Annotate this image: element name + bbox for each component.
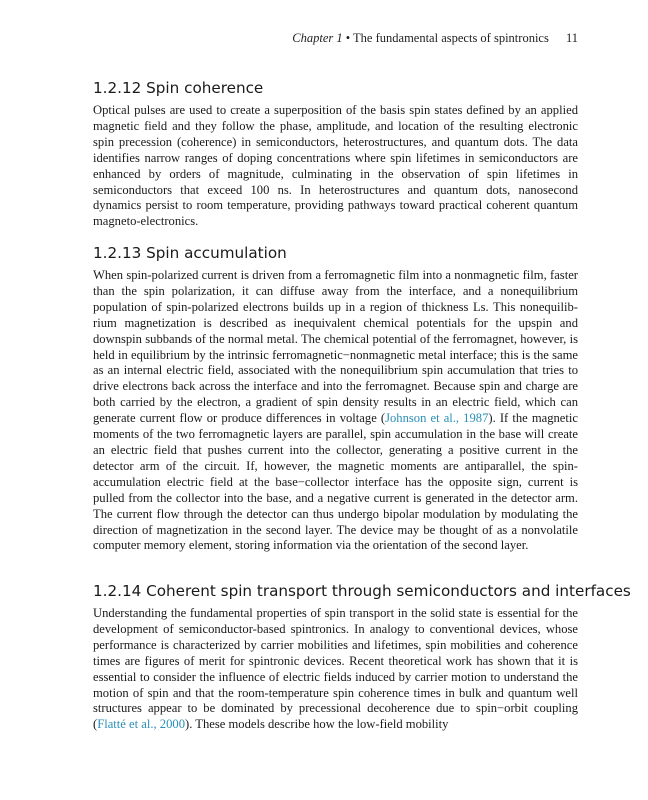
paragraph-text-part: ). These models describe how the low-field mobility — [185, 717, 449, 732]
paragraph-text-part: When spin-polarized current is driven from a ferromagnetic film into a nonmagnetic film, faster than the spin polarization, it can diffuse away from the interface, and a nonequilibrium population of spin-polarized electrons builds up in a region of thickness Ls. This nonequilibrium magnetization is described as inequivalent chemical potentials for the upspin and downspin subbands of the normal metal. The chemical potential of the ferromagnet, however, is held in equilibrium by the intrinsic ferromagnetic−nonmagnetic metal interface; this is the same as an internal electric field, associated with the nonequilibrium spin accumulation that tries to drive electrons back across the interface and into the ferromagnet. Because spin and charge are both carried by the electron, a gradient of spin density results in an electric field, which can generate current flow or produce differences in voltage ( — [93, 268, 578, 426]
paragraph-coherent-spin-transport — [93, 606, 578, 733]
header-separator: • — [345, 31, 351, 45]
section-heading-spin-coherence: 1.2.12 Spin coherence — [93, 79, 264, 97]
paragraph-spin-accumulation — [93, 268, 578, 554]
paragraph-spin-coherence: Optical pulses are used to create a superposition of the basis spin states defined by an applied magnetic field and they follow the phase, amplitude, and location of the resulting electronic spin precession (coherence) in semiconductors, heterostructures, and quantum dots. The data identifies narrow ranges of doping concentrations where spin lifetimes in semiconductors are enhanced by orders of magnitude, culminating in the observation of spin lifetimes in semiconductors that exceed 100 ns. In heterostructures and quantum dots, nanosecond dynamics persist to room temperature, providing pathways toward practical coherent quantum magneto-electronics. — [93, 103, 578, 229]
chapter-title: The fundamental aspects of spintronics — [353, 31, 549, 45]
paragraph-text-part: Understanding the fundamental properties of spin transport in the solid state is essential for the development of semiconductor-based spintronics. In analogy to conventional devices, whose performance is characterized by carrier mobilities and lifetimes, spin mobilities and coherence times are figures of merit for spintronic devices. Recent theoretical work has shown that it is essential to consider the influence of electric fields induced by carrier motion to understand the motion of spin and that the room-temperature spin coherence times in bulk and quantum well structures appear to be dominated by precessional decoherence due to spin−orbit coupling ( — [93, 606, 578, 732]
citation-link-flatte-2000[interactable]: Flatté et al., 2000 — [97, 717, 185, 732]
running-head — [93, 31, 578, 46]
chapter-label: Chapter 1 — [292, 31, 343, 45]
section-heading-coherent-spin-transport: 1.2.14 Coherent spin transport through semiconductors and interfaces — [93, 582, 631, 600]
section-heading-spin-accumulation: 1.2.13 Spin accumulation — [93, 244, 287, 262]
page-number: 11 — [565, 31, 578, 45]
paragraph-text-part: ). If the magnetic moments of the two ferromagnetic layers are parallel, spin accumulation in the base will create an electric field that pushes current into the collector, generating a positive current in the detector arm of the circuit. If, however, the magnetic moments are antiparallel, the spin-accumulation electric field at the base−collector interface has the opposite sign, current is pulled from the collector into the base, and a negative current is generated in the detector arm. The current flow through the detector can thus undergo bipolar modulation by modulating the direction of magnetization in the second layer. The device may be thought of as a nonvolatile computer memory element, storing information via the orientation of the second layer. — [93, 411, 578, 553]
citation-link-johnson-1987[interactable]: Johnson et al., 1987 — [385, 411, 489, 426]
